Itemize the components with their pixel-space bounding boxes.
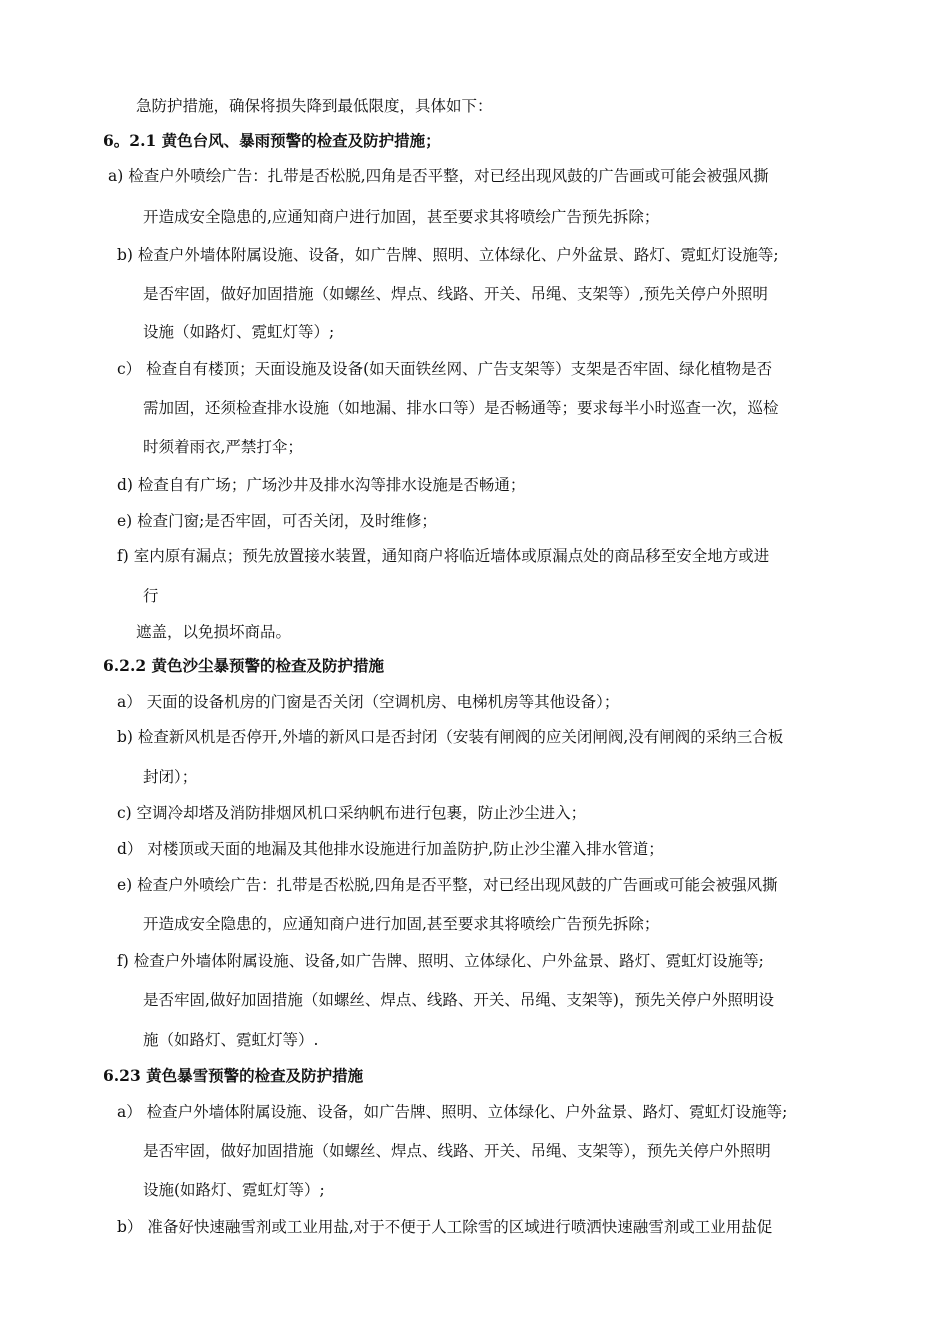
sand-item-d: d） 对楼顶或天面的地漏及其他排水设施进行加盖防护,防止沙尘灌入排水管道； [117,840,664,858]
snow-item-a-line-3: 设施(如路灯、霓虹灯等）; [143,1181,325,1199]
sand-item-f-line-3: 施（如路灯、霓虹灯等）. [143,1031,319,1049]
sand-item-e-line-1: e) 检查户外喷绘广告：扎带是否松脱,四角是否平整，对已经出现风鼓的广告画或可能会被强风撕 [117,876,778,894]
list-item-c-line-1: c） 检查自有楼顶；天面设施及设备(如天面铁丝网、广告支架等）支架是否牢固、绿化植物是否 [117,360,773,378]
snow-item-a-line-1: a） 检查户外墙体附属设施、设备，如广告牌、照明、立体绿化、户外盆景、路灯、霓虹灯设施等; [117,1103,788,1121]
sand-item-a: a） 天面的设备机房的门窗是否关闭（空调机房、电梯机房等其他设备）； [117,693,620,711]
list-item-b-line-3: 设施（如路灯、霓虹灯等）; [143,323,335,341]
sand-item-b-line-2: 封闭）； [143,768,198,786]
section-heading-6-2-2: 6.2.2 黄色沙尘暴预警的检查及防护措施 [103,656,385,675]
list-item-c-line-2: 需加固，还须检查排水设施（如地漏、排水口等）是否畅通等；要求每半小时巡查一次，巡检 [143,399,779,417]
list-item-b-line-1: b) 检查户外墙体附属设施、设备，如广告牌、照明、立体绿化、户外盆景、路灯、霓虹灯设施等; [117,246,779,264]
sand-item-c: c) 空调冷却塔及消防排烟风机口采纳帆布进行包裹，防止沙尘进入； [117,804,587,822]
list-item-c-line-3: 时须着雨衣,严禁打伞； [143,438,303,456]
list-item-a-line-1: a) 检查户外喷绘广告：扎带是否松脱,四角是否平整，对已经出现风鼓的广告画或可能会被强风撕 [108,167,769,185]
sand-item-f-line-1: f) 检查户外墙体附属设施、设备,如广告牌、照明、立体绿化、户外盆景、路灯、霓虹灯设施等; [117,952,764,970]
list-item-e: e) 检查门窗;是否牢固，可否关闭，及时维修； [117,512,437,530]
section-heading-6-2-3: 6.23 黄色暴雪预警的检查及防护措施 [103,1066,364,1085]
sand-item-e-line-2: 开造成安全隐患的，应通知商户进行加固,甚至要求其将喷绘广告预先拆除； [143,915,660,933]
list-item-f-line-2: 行 [143,587,159,605]
sand-item-b-line-1: b) 检查新风机是否停开,外墙的新风口是否封闭（安装有闸阀的应关闭闸阀,没有闸阀的采纳三合板 [117,728,784,746]
snow-item-a-line-2: 是否牢固，做好加固措施（如螺丝、焊点、线路、开关、吊绳、支架等），预先关停户外照明 [143,1142,771,1160]
sand-item-f-line-2: 是否牢固,做好加固措施（如螺丝、焊点、线路、开关、吊绳、支架等)，预先关停户外照明设 [143,991,774,1009]
list-item-d: d) 检查自有广场；广场沙井及排水沟等排水设施是否畅通； [117,476,526,494]
list-item-a-line-2: 开造成安全隐患的,应通知商户进行加固，甚至要求其将喷绘广告预先拆除； [143,208,660,226]
paragraph-line-intro: 急防护措施，确保将损失降到最低限度，具体如下： [136,97,493,115]
list-item-f-line-1: f) 室内原有漏点；预先放置接水装置，通知商户将临近墙体或原漏点处的商品移至安全地方或进 [117,547,770,565]
snow-item-b-line-1: b） 准备好快速融雪剂或工业用盐,对于不便于人工除雪的区域进行喷洒快速融雪剂或工业用盐促 [117,1218,773,1236]
list-item-b-line-2: 是否牢固，做好加固措施（如螺丝、焊点、线路、开关、吊绳、支架等）,预先关停户外照明 [143,285,768,303]
list-item-f-line-3: 遮盖，以免损坏商品。 [136,623,292,641]
section-heading-6-2-1: 6。2.1 黄色台风、暴雨预警的检查及防护措施； [103,131,441,150]
